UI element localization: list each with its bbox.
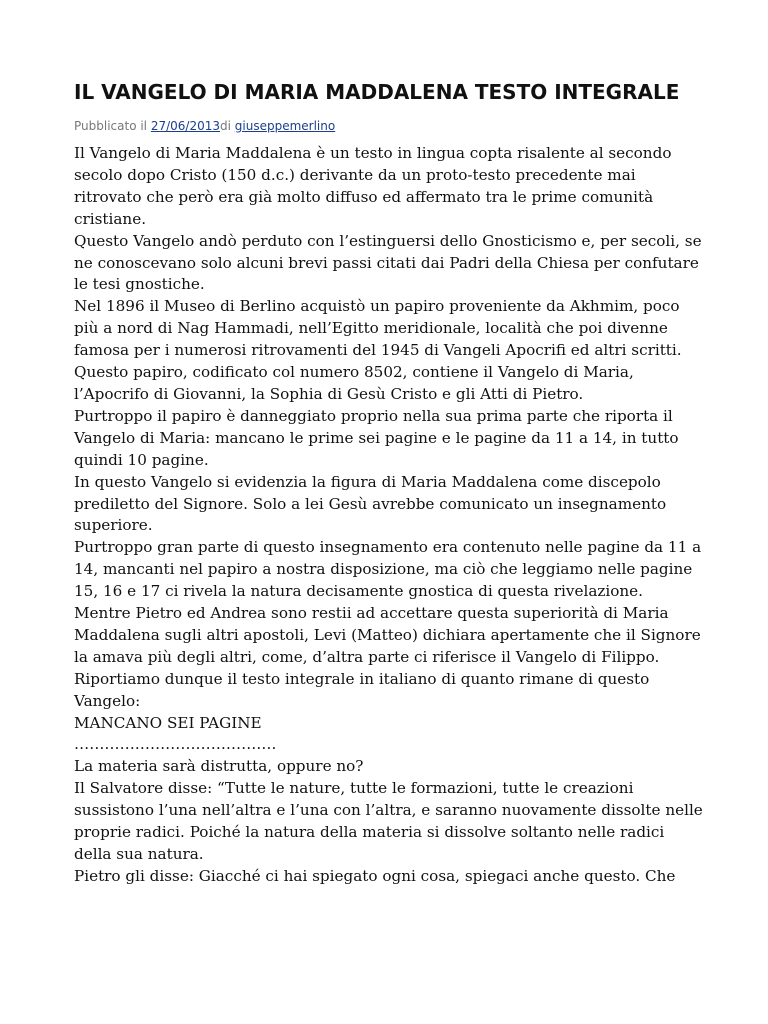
paragraph: MANCANO SEI PAGINE <box>74 713 262 732</box>
published-prefix: Pubblicato il <box>74 119 151 133</box>
article-meta <box>74 118 335 134</box>
paragraph: Riportiamo dunque il testo integrale in italiano di quanto rimane di questo Vangelo: <box>74 669 650 710</box>
author-prefix: di <box>220 119 235 133</box>
paragraph: In questo Vangelo si evidenzia la figura di Maria Maddalena come discepolo prediletto del Signore. Solo a lei Gesù avrebbe comunicato un insegnamento superiore. <box>74 472 667 535</box>
paragraph: Questo Vangelo andò perduto con l’estinguersi dello Gnosticismo e, per secoli, se ne conoscevano solo alcuni brevi passi citati dai Padri della Chiesa per confutare le tesi gnostiche. <box>74 231 702 294</box>
paragraph: Nel 1896 il Museo di Berlino acquistò un papiro proveniente da Akhmim, poco più a nord di Nag Hammadi, nell’Egitto meridionale, località che poi divenne famosa per i numerosi ritrovamenti del 1945 di Vangeli Apocrifi ed altri scritti. <box>74 297 682 360</box>
article-body <box>74 143 704 888</box>
paragraph: La materia sarà distrutta, oppure no? <box>74 757 364 776</box>
paragraph: Purtroppo gran parte di questo insegnamento era contenuto nelle pagine da 11 a 14, mancanti nel papiro a nostra disposizione, ma ciò che leggiamo nelle pagine 15, 16 e 17 ci rivela la natura decisamente gnostica di questa rivelazione. <box>74 538 702 601</box>
paragraph: Il Salvatore disse: “Tutte le nature, tutte le formazioni, tutte le creazioni sussistono l’una nell’altra e l’una con l’altra, e saranno nuovamente dissolte nelle proprie radici. Poiché la natura della materia si dissolve soltanto nelle radici della sua natura. <box>74 779 703 863</box>
paragraph: Purtroppo il papiro è danneggiato proprio nella sua prima parte che riporta il Vangelo di Maria: mancano le prime sei pagine e le pagine da 11 a 14, in tutto quindi 10 pagine. <box>74 406 679 469</box>
article-title: IL VANGELO DI MARIA MADDALENA TESTO INTEGRALE <box>74 80 680 104</box>
paragraph: Questo papiro, codificato col numero 8502, contiene il Vangelo di Maria, l’Apocrifo di Giovanni, la Sophia di Gesù Cristo e gli Atti di Pietro. <box>74 363 634 403</box>
paragraph: …………………………………. <box>74 735 277 754</box>
paragraph: Il Vangelo di Maria Maddalena è un testo in lingua copta risalente al secondo secolo dopo Cristo (150 d.c.) derivante da un proto-testo precedente mai ritrovato che però era già molto diffuso ed affermato tra le prime comunità cristiane. <box>74 144 672 228</box>
paragraph: Pietro gli disse: Giacché ci hai spiegato ogni cosa, spiegaci anche questo. Che <box>74 866 676 885</box>
paragraph: Mentre Pietro ed Andrea sono restii ad accettare questa superiorità di Maria Maddalena sugli altri apostoli, Levi (Matteo) dichiara apertamente che il Signore la amava più degli altri, come, d’altra parte ci riferisce il Vangelo di Filippo. <box>74 604 701 666</box>
author-link[interactable]: giuseppemerlino <box>234 119 336 133</box>
publish-date-link[interactable]: 27/06/2013 <box>150 119 220 133</box>
